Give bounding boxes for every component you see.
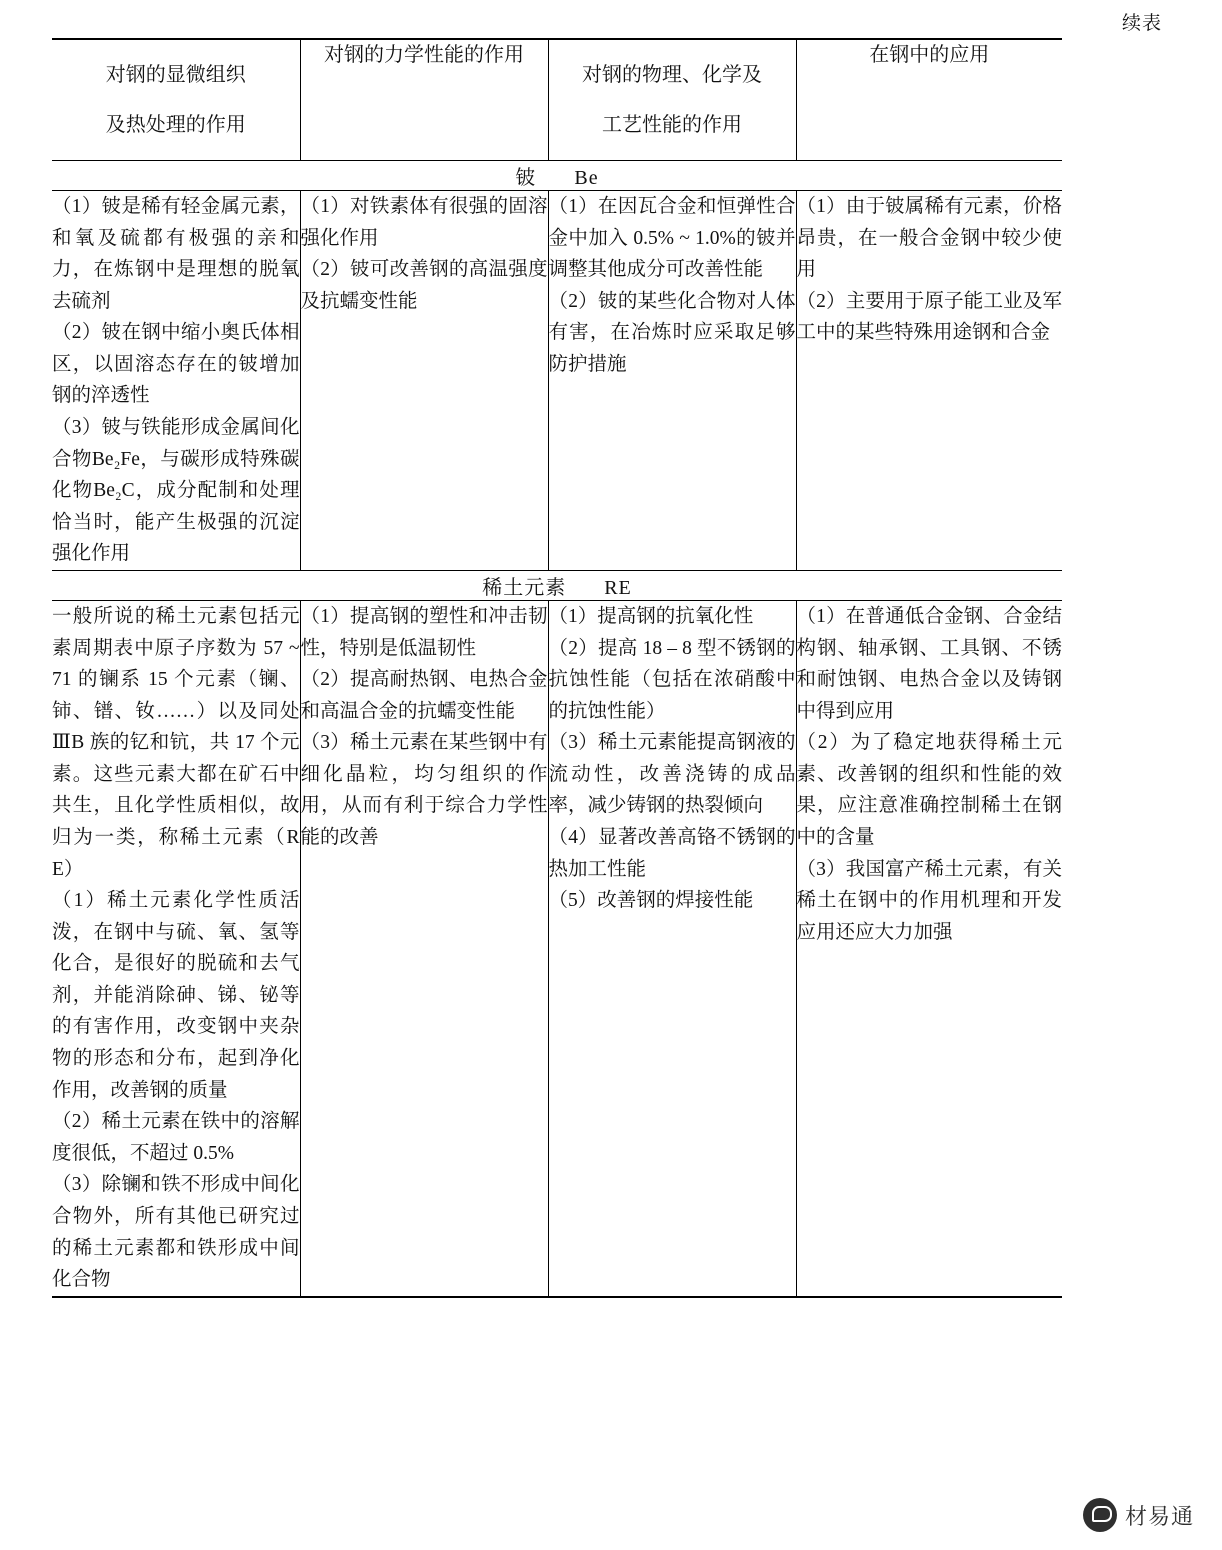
column-header-mechanical: 对钢的力学性能的作用 xyxy=(300,39,548,161)
section-title-be xyxy=(52,161,1062,191)
cell-be-application: （1）由于铍属稀有元素，价格昂贵，在一般合金钢中较少使用 （2）主要用于原子能工业及军工中的某些特殊用途钢和合金 xyxy=(796,191,1062,571)
section-header-row-re xyxy=(52,570,1062,600)
table-row-be xyxy=(52,191,1062,571)
table-header-row xyxy=(52,39,1062,161)
chat-bubble-icon xyxy=(1083,1498,1117,1532)
alloy-elements-table xyxy=(52,38,1062,1298)
continuation-label: 续表 xyxy=(1121,13,1162,34)
cell-re-application: （1）在普通低合金钢、合金结构钢、轴承钢、工具钢、不锈和耐蚀钢、电热合金以及铸钢中得到应用 （2）为了稳定地获得稀土元素、改善钢的组织和性能的效果，应注意准确控制稀土在钢中的含量 （3）我国富产稀土元素，有关稀土在钢中的作用机理和开发应用还应大力加强 xyxy=(796,600,1062,1296)
column-header-microstructure: 对钢的显微组织 及热处理的作用 xyxy=(52,39,300,161)
cell-re-microstructure: 一般所说的稀土元素包括元素周期表中原子序数为 57 ~ 71 的镧系 15 个元素（镧、铈、镨、钕……）以及同处ⅢB 族的钇和钪，共 17 个元素。这些元素大都在矿石中共生，且化学性质相似，故归为一类，称稀土元素（RE） （1）稀土元素化学性质活泼，在钢中与硫、氧、氢等化合，是很好的脱硫和去气剂，并能消除砷、锑、铋等的有害作用，改变钢中夹杂物的形态和分布，起到净化作用，改善钢的质量 （2）稀土元素在铁中的溶解度很低，不超过 0.5% （3）除镧和铁不形成中间化合物外，所有其他已研究过的稀土元素都和铁形成中间化合物 xyxy=(52,600,300,1296)
section-header-row-be xyxy=(52,161,1062,191)
column-header-physchem: 对钢的物理、化学及 工艺性能的作用 xyxy=(548,39,796,161)
cell-be-microstructure: （1）铍是稀有轻金属元素，和氧及硫都有极强的亲和力，在炼钢中是理想的脱氧去硫剂 （2）铍在钢中缩小奥氏体相区，以固溶态存在的铍增加钢的淬透性 （3）铍与铁能形成金属间化合物Be₂Fe，与碳形成特殊碳化物Be₂C，成分配制和处理恰当时，能产生极强的沉淀强化作用 xyxy=(52,196,300,565)
watermark-label: 材易通 xyxy=(1124,1503,1194,1529)
cell-be-physchem: （1）在因瓦合金和恒弹性合金中加入 0.5% ~ 1.0%的铍并调整其他成分可改善性能 （2）铍的某些化合物对人体有害，在冶炼时应采取足够防护措施 xyxy=(548,191,796,571)
section-title-re-cn: 稀土元素 xyxy=(482,576,567,599)
section-title-be-cn: 铍 xyxy=(515,167,537,189)
watermark xyxy=(1083,1498,1194,1532)
cell-be-mechanical: （1）对铁素体有很强的固溶强化作用 （2）铍可改善钢的高温强度及抗蠕变性能 xyxy=(300,191,548,571)
cell-re-mechanical: （1）提高钢的塑性和冲击韧性，特别是低温韧性 （2）提高耐热钢、电热合金和高温合金的抗蠕变性能 （3）稀土元素在某些钢中有细化晶粒，均匀组织的作用，从而有利于综合力学性能的改善 xyxy=(300,600,548,1296)
table-row-re xyxy=(52,600,1062,1296)
section-title-re-en: RE xyxy=(604,576,632,599)
section-title-be-en: Be xyxy=(574,167,599,189)
section-title-re xyxy=(52,570,1062,600)
cell-re-physchem: （1）提高钢的抗氧化性 （2）提高 18 – 8 型不锈钢的抗蚀性能（包括在浓硝酸中的抗蚀性能） （3）稀土元素能提高钢液的流动性，改善浇铸的成品率，减少铸钢的热裂倾向 （4）显著改善高铬不锈钢的热加工性能 （5）改善钢的焊接性能 xyxy=(548,600,796,1296)
column-header-application: 在钢中的应用 xyxy=(796,39,1062,161)
